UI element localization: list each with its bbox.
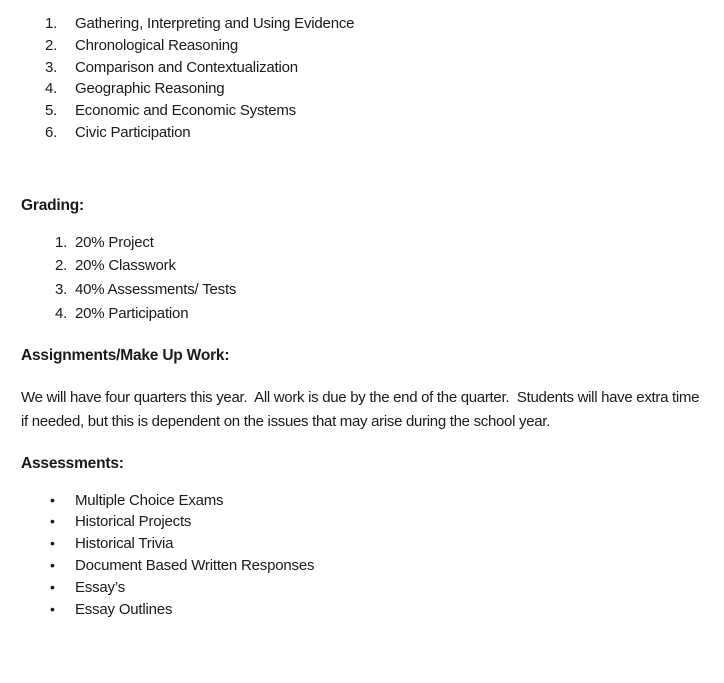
- skills-list-item: [45, 35, 724, 57]
- list-item-text: Civic Participation: [75, 123, 191, 141]
- assessments-list-item: [50, 599, 724, 621]
- list-item-text: Multiple Choice Exams: [75, 491, 224, 509]
- assessments-bullet-list: [0, 490, 724, 621]
- assignments-paragraph: We will have four quarters this year. All work is due by the end of the quarter. Students will have extra time if needed, but this is dependent on the issues that may arise during the school year.: [21, 388, 704, 430]
- list-item-text: Essay’s: [75, 578, 126, 596]
- list-item-text: Economic and Economic Systems: [75, 102, 296, 120]
- assessments-list-item: [50, 511, 724, 533]
- skills-list-item: [45, 78, 724, 100]
- list-item-number: 1.: [55, 233, 68, 251]
- skills-numbered-list: [0, 13, 724, 144]
- list-item-number: 1.: [45, 15, 58, 32]
- grading-heading: Grading:: [21, 196, 84, 214]
- list-item-number: 2.: [45, 36, 58, 54]
- list-item-text: 40% Assessments/ Tests: [75, 281, 237, 299]
- assessments-list-item: [50, 533, 724, 555]
- list-item-text: Historical Trivia: [75, 535, 174, 553]
- assessments-list-item: [50, 490, 724, 512]
- list-item-text: Historical Projects: [75, 513, 192, 531]
- list-item-number: 3.: [55, 281, 68, 299]
- list-item-text: 20% Classwork: [75, 257, 176, 275]
- list-item-text: 20% Project: [75, 233, 154, 251]
- list-item-text: Document Based Written Responses: [75, 556, 315, 574]
- bullet-icon: •: [50, 600, 55, 617]
- list-item-text: Essay Outlines: [75, 600, 173, 618]
- skills-list-item: [45, 13, 724, 35]
- assessments-list-item: [50, 555, 724, 577]
- skills-list-item: [45, 122, 724, 144]
- grading-list-item: [55, 254, 724, 278]
- grading-list-item: [55, 278, 724, 302]
- list-item-number: 3.: [45, 58, 58, 76]
- assignments-heading: Assignments/Make Up Work:: [21, 346, 230, 364]
- assessments-list-item: [50, 577, 724, 599]
- bullet-icon: •: [50, 556, 55, 573]
- grading-list-item: [55, 302, 724, 326]
- list-item-text: Chronological Reasoning: [75, 36, 239, 54]
- skills-list-item: [45, 100, 724, 122]
- assessments-heading: Assessments:: [21, 454, 124, 472]
- list-item-text: Gathering, Interpreting and Using Evidence: [75, 15, 355, 32]
- list-item-number: 4.: [55, 304, 68, 322]
- bullet-icon: •: [50, 578, 55, 595]
- list-item-number: 5.: [45, 102, 58, 120]
- list-item-number: 2.: [55, 257, 68, 275]
- list-item-number: 6.: [45, 123, 58, 141]
- grading-numbered-list: [0, 231, 724, 326]
- list-item-text: 20% Participation: [75, 304, 189, 322]
- grading-list-item: [55, 231, 724, 255]
- bullet-icon: •: [50, 535, 55, 552]
- skills-list-item: [45, 57, 724, 79]
- bullet-icon: •: [50, 491, 55, 508]
- bullet-icon: •: [50, 513, 55, 530]
- list-item-text: Geographic Reasoning: [75, 80, 225, 98]
- list-item-text: Comparison and Contextualization: [75, 58, 298, 76]
- list-item-number: 4.: [45, 80, 58, 98]
